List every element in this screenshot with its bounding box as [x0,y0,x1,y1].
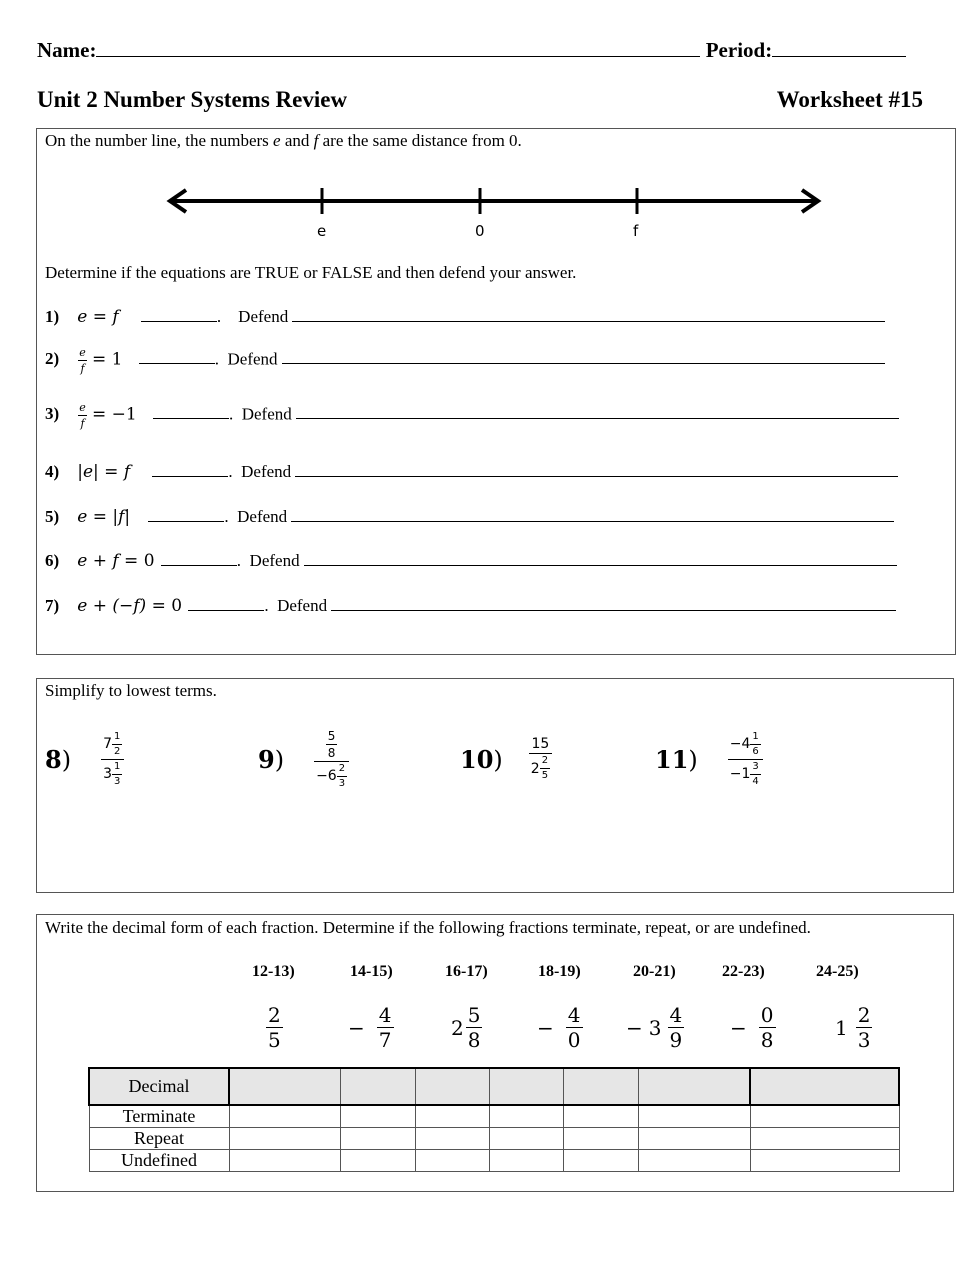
question-3: 3) $\frac{e}{f}$ = −1 . Defend [45,402,899,429]
cell-undefined-4[interactable] [490,1149,564,1171]
question-5: 5) e = |f| . Defend [45,507,894,527]
cell-terminate-2[interactable] [341,1105,415,1127]
cell-decimal-2[interactable] [341,1068,415,1105]
col-label-6: 22-23) [722,963,765,980]
table-row-undefined [89,1149,899,1171]
cell-repeat-5[interactable] [564,1127,638,1149]
problem-11: 11) −4 $\frac{1}{6}$ −1 $\frac{3}{4}$ [655,724,763,794]
col-label-1: 12-13) [252,963,295,980]
answer-blank-7[interactable] [188,610,264,611]
section1-intro: On the number line, the numbers e and f are the same distance from 0. [45,131,522,150]
defend-line-4[interactable] [295,476,898,477]
cell-repeat-7[interactable] [750,1127,899,1149]
cell-terminate-3[interactable] [415,1105,489,1127]
cell-undefined-3[interactable] [415,1149,489,1171]
period-label: Period: [705,38,773,62]
cell-decimal-1[interactable] [229,1068,341,1105]
col-label-5: 20-21) [633,963,676,980]
table-row-repeat [89,1127,899,1149]
cell-decimal-5[interactable] [564,1068,638,1105]
section3-instruction: Write the decimal form of each fraction. Determine if the following fractions terminate, repeat, or are undefined. [45,918,811,937]
cell-repeat-3[interactable] [415,1127,489,1149]
cell-decimal-7[interactable] [750,1068,899,1105]
worksheet-number: Worksheet #15 [776,87,923,112]
fraction-2: − $\frac{4}{7}$ [348,1003,392,1052]
defend-line-5[interactable] [291,521,894,522]
cell-decimal-4[interactable] [490,1068,564,1105]
fraction-4: − $\frac{4}{0}$ [537,1003,581,1052]
fraction-7: 1 $\frac{2}{3}$ [835,1003,871,1052]
answer-blank-6[interactable] [161,565,237,566]
page-title: Unit 2 Number Systems Review [37,87,348,112]
defend-line-1[interactable] [292,321,885,322]
col-label-7: 24-25) [816,963,859,980]
question-4: 4) |e| = f . Defend [45,462,898,482]
defend-line-6[interactable] [304,565,897,566]
cell-undefined-6[interactable] [638,1149,750,1171]
col-label-4: 18-19) [538,963,581,980]
col-label-2: 14-15) [350,963,393,980]
question-2: 2) $\frac{e}{f}$ = 1 . Defend [45,347,885,374]
problem-10: 10) 15 2 $\frac{2}{5}$ [460,724,552,794]
cell-terminate-6[interactable] [638,1105,750,1127]
answer-blank-3[interactable] [153,418,229,419]
section2-instruction: Simplify to lowest terms. [45,681,217,700]
cell-terminate-1[interactable] [229,1105,341,1127]
answer-blank-4[interactable] [152,476,228,477]
number-line [160,180,830,250]
cell-undefined-5[interactable] [564,1149,638,1171]
name-field[interactable] [96,56,700,57]
label-e: e [317,222,327,240]
col-label-3: 16-17) [445,963,488,980]
question-7: 7) e + (−f) = 0 . Defend [45,596,896,616]
fraction-5: − 3 $\frac{4}{9}$ [626,1003,683,1052]
fraction-3: 2 $\frac{5}{8}$ [451,1003,481,1052]
cell-repeat-2[interactable] [341,1127,415,1149]
problem-8: 8) 7 $\frac{1}{2}$ 3 $\frac{1}{3}$ [45,724,124,794]
defend-line-7[interactable] [331,610,896,611]
answer-blank-2[interactable] [139,363,215,364]
cell-terminate-5[interactable] [564,1105,638,1127]
cell-undefined-7[interactable] [750,1149,899,1171]
defend-line-2[interactable] [282,363,885,364]
name-row [37,38,906,63]
section1-instruction: Determine if the equations are TRUE or FALSE and then defend your answer. [45,263,577,282]
question-1: 1) e = f . Defend [45,307,885,327]
cell-terminate-4[interactable] [490,1105,564,1127]
period-field[interactable] [772,56,906,57]
label-f: f [633,222,639,240]
cell-undefined-1[interactable] [229,1149,341,1171]
cell-terminate-7[interactable] [750,1105,899,1127]
fraction-6: − $\frac{0}{8}$ [730,1003,774,1052]
name-label: Name: [37,38,97,62]
cell-repeat-1[interactable] [229,1127,341,1149]
cell-decimal-3[interactable] [415,1068,489,1105]
cell-decimal-6[interactable] [638,1068,750,1105]
defend-line-3[interactable] [296,418,899,419]
row-header-undefined: Undefined [89,1149,229,1171]
table-row-terminate [89,1105,899,1127]
row-header-decimal: Decimal [89,1068,229,1105]
cell-repeat-6[interactable] [638,1127,750,1149]
row-header-terminate: Terminate [89,1105,229,1127]
cell-undefined-2[interactable] [341,1149,415,1171]
question-6: 6) e + f = 0 . Defend [45,551,897,571]
fraction-1: $\frac{2}{5}$ [268,1003,281,1052]
answer-blank-5[interactable] [148,521,224,522]
decimal-table [88,1067,900,1172]
table-row-decimal [89,1068,899,1105]
problem-9: 9) $\frac{5}{8}$ −6 $\frac{2}{3}$ [258,724,349,794]
row-header-repeat: Repeat [89,1127,229,1149]
label-0: 0 [475,222,485,240]
cell-repeat-4[interactable] [490,1127,564,1149]
answer-blank-1[interactable] [141,321,217,322]
